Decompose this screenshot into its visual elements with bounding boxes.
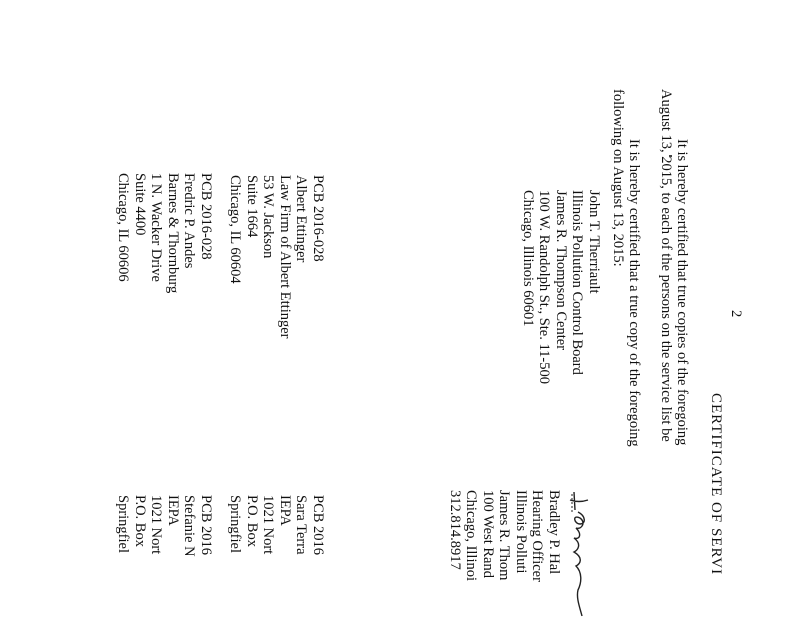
service-entry xyxy=(227,175,326,339)
address-line: Stefanie N xyxy=(181,495,198,557)
address-line: James R. Thompson Center xyxy=(553,190,569,351)
address-line: Sara Terra xyxy=(293,495,310,555)
address-line: Suite 4400 xyxy=(132,173,148,236)
service-entry xyxy=(115,173,214,293)
address-line: Barnes & Thornburg xyxy=(165,173,181,294)
address-line: 100 West Rand xyxy=(480,490,496,578)
address-line: IEPA xyxy=(165,495,181,526)
page-number: 2 xyxy=(728,310,744,318)
address-line: PCB 2016-028 xyxy=(310,175,326,262)
address-line: Chicago, Illinoi xyxy=(463,490,480,582)
address-line: Chicago, Illinois 60601 xyxy=(520,190,536,327)
address-line: IEPA xyxy=(277,495,293,526)
address-line: P.O. Box xyxy=(244,495,260,547)
address-line: PCB 2016 xyxy=(198,495,214,556)
address-line: Illinois Pollution Control Board xyxy=(569,190,586,375)
address-line: Illinois Polluti xyxy=(513,490,529,574)
address-line: James R. Thom xyxy=(496,490,513,581)
address-line: 100 W. Randolph St., Ste. 11-500 xyxy=(536,190,553,385)
address-line: PCB 2016-028 xyxy=(198,173,214,260)
clerk-address xyxy=(520,190,603,384)
address-line: Law Firm of Albert Ettinger xyxy=(277,175,293,339)
address-line: Hearing Officer xyxy=(529,490,546,582)
address-line: PCB 2016 xyxy=(310,495,326,556)
paragraph-1-line-1: It is hereby certified that true copies of the foregoing xyxy=(674,139,690,446)
address-line: 53 W. Jackson xyxy=(260,175,277,259)
address-line: 1 N. Wacker Drive xyxy=(148,173,165,282)
service-entry xyxy=(227,495,326,555)
address-line: Chicago, IL 60604 xyxy=(227,175,244,284)
certificate-heading: CERTIFICATE OF SERVI xyxy=(708,393,724,576)
hearing-officer-address xyxy=(447,490,563,582)
address-line: Chicago, IL 60606 xyxy=(115,173,132,282)
paragraph-2-line-1: It is hereby certified that a true copy of the foregoing xyxy=(626,139,642,447)
address-line: Suite 1664 xyxy=(244,175,260,238)
address-line: John T. Therriault xyxy=(586,190,602,294)
address-line: 312.814.8917 xyxy=(447,490,463,570)
address-line: Albert Ettinger xyxy=(293,175,310,263)
address-line: Springfiel xyxy=(227,495,244,553)
address-line: Springfiel xyxy=(115,495,132,553)
address-line: P.O. Box xyxy=(132,495,148,547)
address-line: Fredric P. Andes xyxy=(181,173,198,269)
signature xyxy=(566,490,592,618)
service-entry xyxy=(115,495,214,557)
address-line: Bradley P. Hal xyxy=(546,490,562,575)
paragraph-1-line-2: August 13, 2015, to each of the persons on the service list be xyxy=(658,89,674,442)
address-line: 1021 Nort xyxy=(148,495,165,555)
paragraph-2-line-2: following on August 13, 2015: xyxy=(610,89,626,267)
address-line: 1021 Nort xyxy=(260,495,277,555)
